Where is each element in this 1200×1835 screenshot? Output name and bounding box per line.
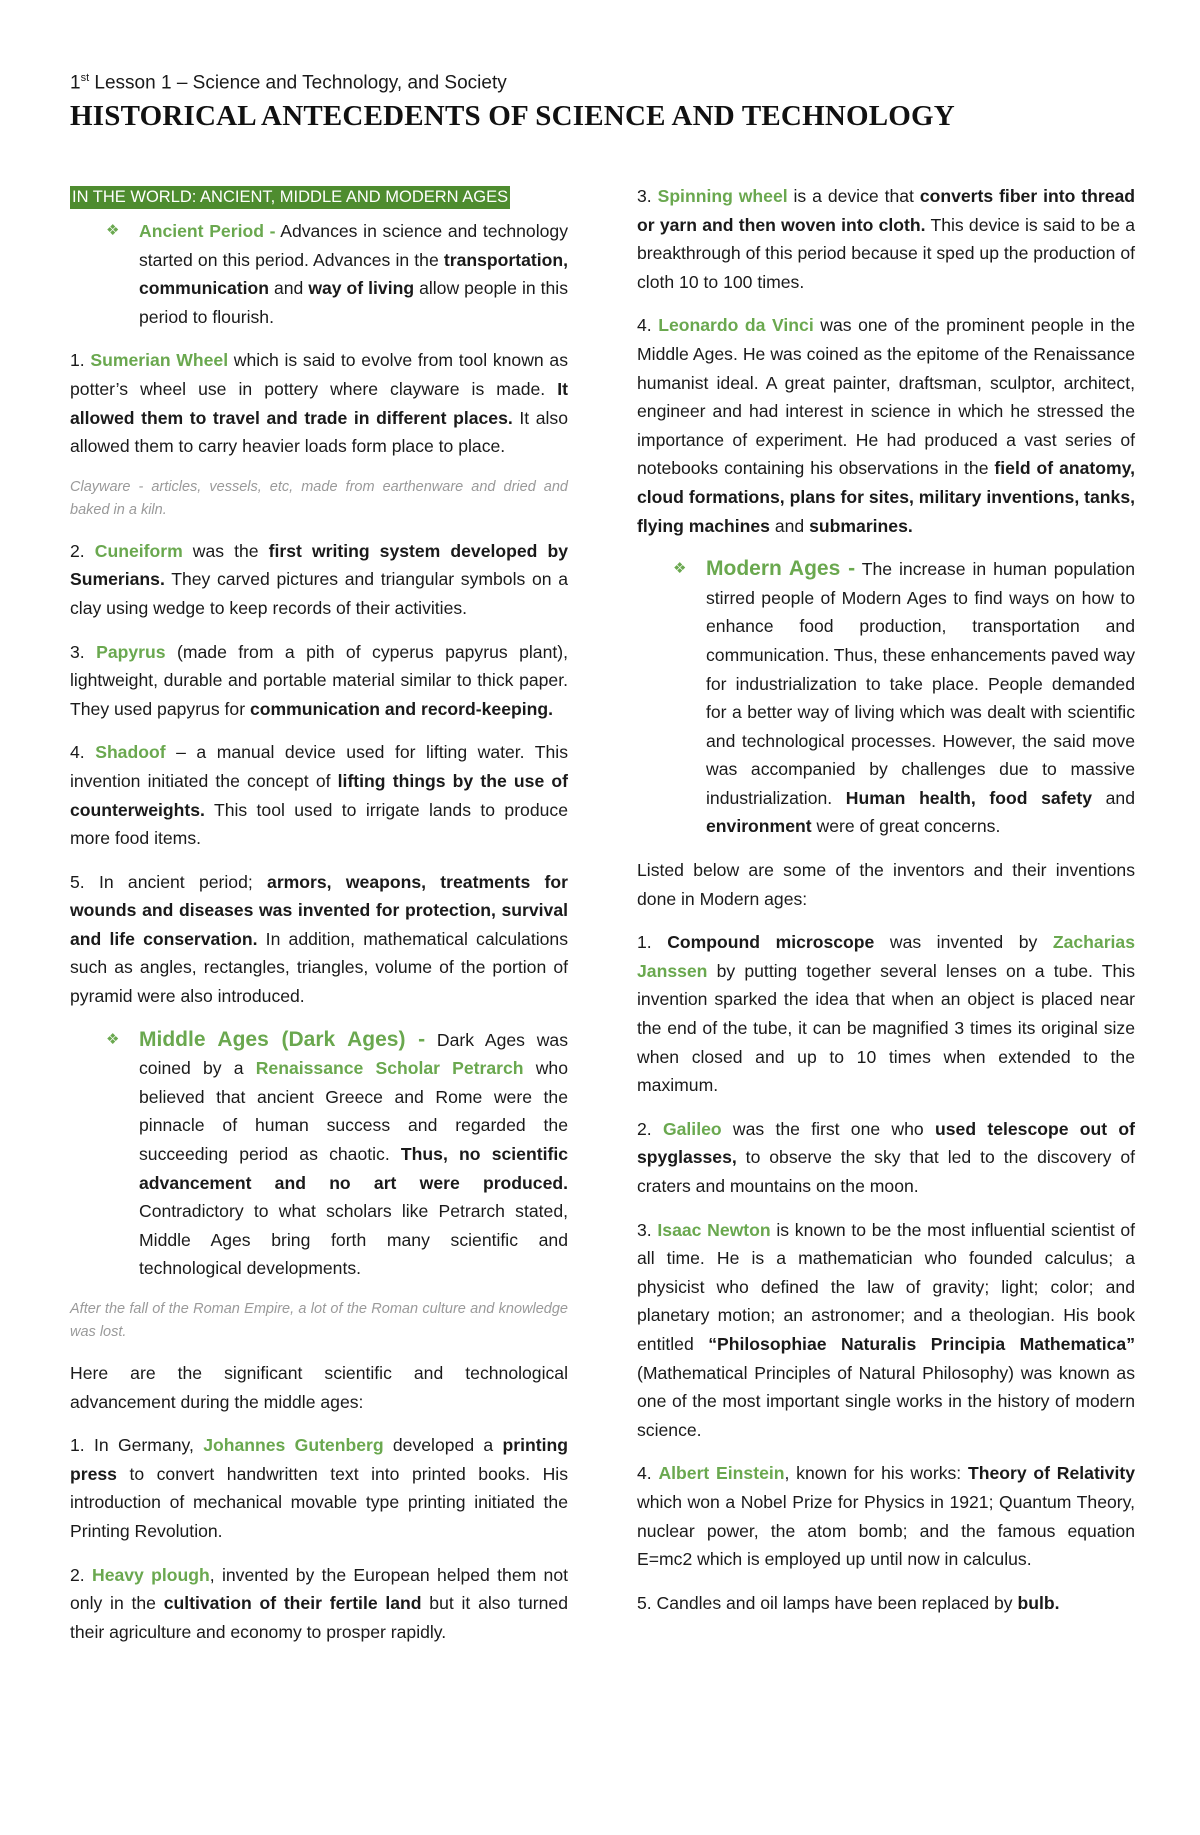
term-heavy-plough: Heavy plough — [91, 1564, 210, 1585]
text-span: was invented by — [874, 932, 1053, 953]
modern-ages-heading: Modern Ages - — [706, 557, 856, 581]
diamond-bullet-icon: ❖ — [106, 222, 120, 239]
middle-ages-intro: Here are the significant scientific and technological advancement during the middle ages: — [70, 1363, 568, 1412]
bold-span: printing press — [70, 1435, 568, 1484]
bold-span: Compound microscope — [667, 932, 875, 953]
diamond-bullet-icon: ❖ — [673, 560, 687, 578]
text-span: Contradictory to what scholars like Petrarch stated, Middle Ages bring forth many scientific and technological developments. — [139, 1201, 568, 1279]
text-span: by putting together several lenses on a tube. This invention sparked the idea that when an object is placed near the end of the tube, it can be magnified 3 times its original size when closed and up to 10 times when extended to the maximum. — [637, 960, 1135, 1096]
text-span: were of great concerns. — [811, 816, 1001, 837]
bold-span: Theory of Relativity — [967, 1463, 1136, 1484]
text-span: They carved pictures and triangular symbols on a clay using wedge to keep records of their activities. — [70, 569, 568, 618]
modern-ages-intro: Listed below are some of the inventors and their inventions done in Modern ages: — [637, 860, 1135, 909]
item-number: 2. — [70, 1564, 92, 1585]
heavy-plough-paragraph — [70, 1561, 568, 1647]
item-number: 3. — [637, 186, 658, 206]
term-papyrus: Papyrus — [96, 641, 166, 662]
armors-paragraph — [70, 868, 568, 1011]
text-span: 1. In Germany, — [70, 1435, 204, 1456]
middle-ages-heading: Middle Ages (Dark Ages) - — [139, 1027, 426, 1051]
ancient-period-heading: Ancient Period - — [139, 221, 276, 241]
text-span: It also allowed them to carry heavier loads form place to place. — [70, 407, 569, 457]
text-span: This tool used to irrigate lands to produce more food items. — [70, 799, 568, 849]
text-span: In ancient period; — [98, 871, 268, 892]
text-span: Advances in science and technology started on this period. Advances in the — [139, 221, 568, 270]
item-number: 5. — [70, 871, 99, 892]
bold-span: communication and record-keeping. — [249, 698, 554, 719]
spinning-wheel-paragraph — [637, 182, 1135, 296]
bold-span: cultivation of their fertile land — [163, 1593, 422, 1614]
ancient-period-text — [139, 217, 568, 331]
shadoof-paragraph — [70, 738, 568, 852]
text-span: (made from a pith of cyperus papyrus plant), lightweight, durable and portable material similar to thick paper. They used papyrus for — [70, 641, 568, 719]
term-janssen: Zacharias Janssen — [637, 932, 1135, 981]
bold-span: armors, weapons, treatments for wounds and diseases was invented for protection, survival and life conservation. — [70, 871, 569, 949]
text-span: is a device that — [787, 186, 920, 206]
term-galileo: Galileo — [662, 1118, 722, 1139]
gutenberg-paragraph — [70, 1431, 568, 1545]
bulb-paragraph — [637, 1589, 1135, 1618]
bold-span: submarines. — [809, 515, 913, 536]
text-span: was the — [182, 540, 269, 561]
bold-span: It allowed them to travel and trade in different places. — [70, 378, 568, 428]
term-sumerian-wheel: Sumerian Wheel — [90, 350, 229, 371]
da-vinci-paragraph — [637, 311, 1135, 540]
text-span: which won a Nobel Prize for Physics in 1921; Quantum Theory, nuclear power, the atom bomb; and the famous equation E=mc2 which is employed up until now in calculus. — [637, 1491, 1135, 1570]
item-number: 2. — [637, 1118, 663, 1139]
item-number: 3. — [70, 641, 97, 662]
text-span: was one of the prominent people in the Middle Ages. He was coined as the epitome of the Renaissance humanist ideal. A great painter, draftsman, sculptor, architect, engineer and had interest in science in which he stressed the importance of experiment. He had produced a vast series of notebooks containing his observations in the — [637, 315, 1135, 479]
bold-span: environment — [706, 816, 812, 837]
item-number: 4. — [637, 315, 659, 336]
sumerian-wheel-paragraph — [70, 346, 568, 460]
text-span: – a manual device used for lifting water. This invention initiated the concept of — [70, 742, 568, 791]
term-petrarch: Renaissance Scholar Petrarch — [255, 1058, 524, 1079]
bold-span: “Philosophiae Naturalis Principia Mathematica” — [708, 1333, 1135, 1354]
text-span: developed a — [383, 1435, 503, 1456]
text-span: allow people in this period to flourish. — [139, 278, 568, 327]
diamond-bullet-icon: ❖ — [106, 1030, 120, 1048]
bold-span: way of living — [308, 278, 415, 299]
section-band: IN THE WORLD: ANCIENT, MIDDLE AND MODERN AGES — [70, 186, 510, 209]
text-span: The increase in human population stirred people of Modern Ages to find ways on how to enhance food production, transportation and communication. Thus, these enhancements paved way for industrialization to take place. People demanded for a better way of living which was dealt with scientific and technological processes. However, the said move was accompanied by challenges due to massive industrialization. — [706, 559, 1136, 808]
einstein-paragraph — [637, 1459, 1135, 1573]
text-span: to observe the sky that led to the discovery of craters and mountains on the moon. — [637, 1147, 1135, 1196]
bold-span: Human health, food safety — [845, 787, 1092, 808]
item-number: 1. — [637, 932, 668, 953]
lesson-subtitle — [70, 72, 507, 94]
text-span: and — [269, 278, 309, 299]
papyrus-paragraph — [70, 638, 568, 724]
bold-span: transportation, communication — [139, 249, 568, 299]
text-span: This device is said to be a breakthrough of this period because it sped up the production of cloth 10 to 100 times. — [637, 214, 1135, 292]
item-number: 3. — [637, 1219, 658, 1240]
text-span: was the first one who — [721, 1118, 935, 1139]
bold-span: field of anatomy, cloud formations, plans for sites, military inventions, tanks, flying machines — [637, 458, 1135, 536]
text-span: is known to be the most influential scientist of all time. He is a mathematician who founded calculus; a physicist who defined the law of gravity; light; color; and planetary motion; an astronomer; and a theologian. His book entitled — [637, 1219, 1135, 1354]
bold-span: lifting things by the use of counterweights. — [70, 770, 569, 820]
lesson-ordinal-suffix: st — [80, 72, 90, 84]
term-spinning-wheel: Spinning wheel — [657, 186, 788, 206]
text-span: 5. Candles and oil lamps have been replaced by — [637, 1592, 1018, 1613]
text-span: and — [769, 515, 810, 536]
term-einstein: Albert Einstein — [658, 1463, 785, 1484]
lesson-subtitle-text: Lesson 1 – Science and Technology, and Society — [94, 72, 507, 94]
modern-ages-bullet — [637, 555, 1135, 841]
term-newton: Isaac Newton — [657, 1219, 771, 1240]
text-span: (Mathematical Principles of Natural Philosophy) was known as one of the most important single works in the history of modern science. — [637, 1362, 1135, 1440]
page-title: HISTORICAL ANTECEDENTS OF SCIENCE AND TECHNOLOGY — [70, 100, 955, 132]
text-span: , known for his works: — [784, 1463, 968, 1484]
text-span: Dark Ages was coined by a — [139, 1029, 569, 1079]
term-shadoof: Shadoof — [95, 742, 166, 763]
bold-span: bulb. — [1017, 1592, 1060, 1613]
middle-ages-bullet — [70, 1026, 568, 1283]
text-span: but it also turned their agriculture and economy to prosper rapidly. — [70, 1593, 569, 1642]
middle-ages-text — [139, 1026, 568, 1283]
text-span: which is said to evolve from tool known as potter’s wheel use in pottery where clayware is made. — [70, 350, 568, 399]
item-number: 1. — [70, 350, 91, 371]
term-da-vinci: Leonardo da Vinci — [658, 315, 814, 336]
left-column — [70, 182, 568, 1661]
clayware-note: Clayware - articles, vessels, etc, made from earthenware and dried and baked in a kiln. — [70, 478, 568, 518]
bold-span: used telescope out of spyglasses, — [637, 1118, 1136, 1168]
microscope-paragraph — [637, 928, 1135, 1100]
cuneiform-paragraph — [70, 537, 568, 623]
ancient-period-bullet — [70, 217, 568, 331]
roman-empire-note: After the fall of the Roman Empire, a lot of the Roman culture and knowledge was lost. — [70, 1301, 568, 1340]
right-column — [637, 182, 1135, 1632]
text-span: to convert handwritten text into printed books. His introduction of mechanical movable type printing initiated the Printing Revolution. — [70, 1463, 568, 1541]
bold-span: converts fiber into thread or yarn and then woven into cloth. — [637, 186, 1136, 235]
text-span: , invented by the European helped them not only in the — [70, 1564, 569, 1614]
item-number: 4. — [70, 742, 96, 763]
bold-span: first writing system developed by Sumerians. — [70, 540, 568, 590]
lesson-ordinal: 1 — [70, 72, 81, 94]
galileo-paragraph — [637, 1115, 1135, 1201]
newton-paragraph — [637, 1216, 1135, 1445]
bold-span: Thus, no scientific advancement and no art were produced. — [139, 1144, 568, 1193]
text-span: In addition, mathematical calculations such as angles, rectangles, triangles, volume of the portion of pyramid were also introduced. — [70, 928, 568, 1007]
text-span: who believed that ancient Greece and Rome were the pinnacle of human success and regarded the succeeding period as chaotic. — [139, 1058, 569, 1165]
item-number: 2. — [70, 540, 95, 561]
text-span: and — [1092, 787, 1135, 808]
modern-ages-text — [706, 555, 1135, 841]
term-cuneiform: Cuneiform — [94, 540, 183, 561]
term-gutenberg: Johannes Gutenberg — [203, 1435, 384, 1456]
item-number: 4. — [637, 1463, 659, 1484]
